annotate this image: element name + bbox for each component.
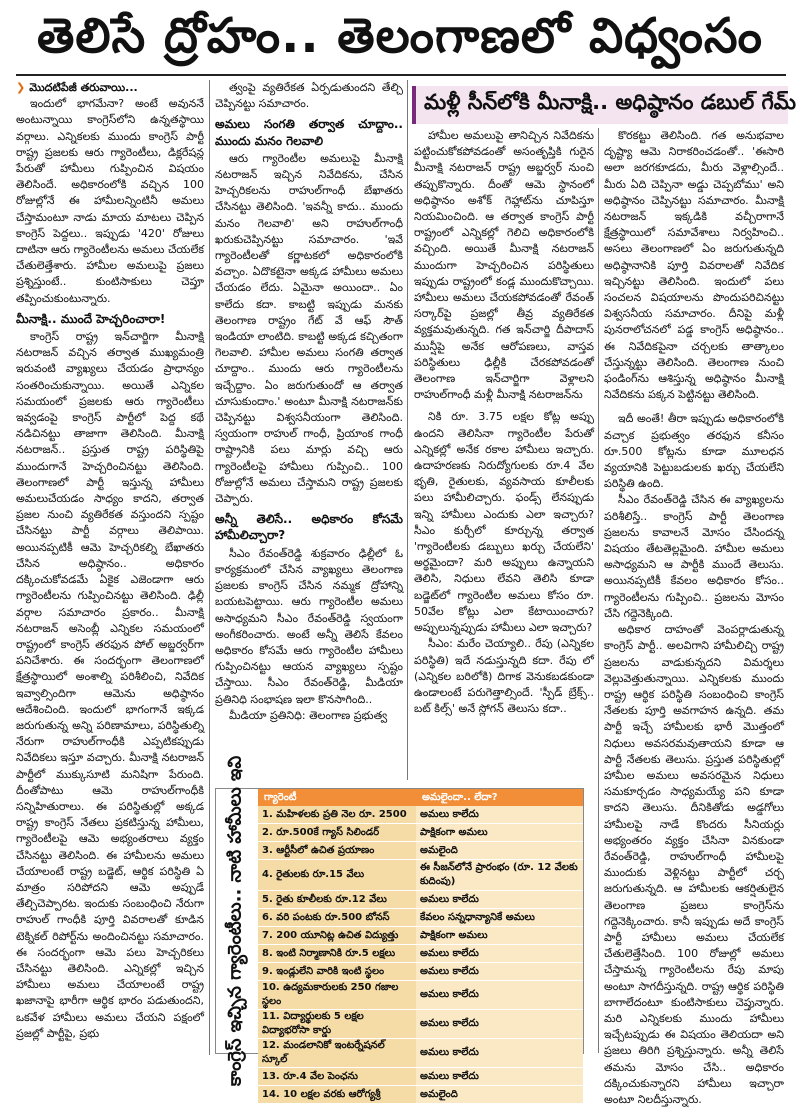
table-row <box>258 824 583 842</box>
status-cell: ఈ సీజన్‌లోనే ప్రారంభం (రూ. 12 వేలకు కుదింపు) <box>416 860 583 891</box>
column-divider <box>598 128 599 1053</box>
status-cell: అమలు కాలేదు <box>416 1010 583 1039</box>
status-cell: అమలు కాలేదు <box>416 963 583 981</box>
arrow-icon: ❯ <box>16 81 26 94</box>
guarantee-cell: 6. వరి పంటకు రూ.500 బోనస్ <box>258 909 416 927</box>
col2-paragraph-1: త్వంపై వ్యతిరేకత ఏర్పడుతుందని తేల్చి చెప్పినట్టు సమాచారం. <box>215 81 403 111</box>
col2-subhead-1: అమలు సంగతి తర్వాత చూద్దాం.. ముందు మనం గెలవాలి <box>215 117 403 148</box>
col3-paragraph-3: సీఎం: మరేం చెయ్యాలి.. రేపు (ఎన్నికల పరిస్థితి) ఇదే నడుస్తున్నది కదా. రేపు లో (ఎన్నికల బరిలోకి) దిగాక వెనుకబడకుండా ఉండాలంటే పరుగెత్తాల్సిందే. 'స్పీడ్ బ్రేక్స్.. బట్ కిల్స్' అనే స్లోగన్ తెలుసు కదా.. <box>414 637 594 716</box>
table-row <box>258 1086 583 1104</box>
status-cell: అమలు కాలేదు <box>416 806 583 824</box>
table-row <box>258 842 583 860</box>
table-side-title <box>216 755 259 1087</box>
col4-paragraph-3: సీఎం రేవంత్‌రెడ్డి చేసిన ఈ వ్యాఖ్యలను పరిశీలిస్తే.. కాంగ్రెస్ పార్టీ తెలంగాణ ప్రజలను కావాలనే మోసం చేసిందన్న విషయం తేటతెల్లమైంది. హామీల అమలు అసాధ్యమని ఆ పార్టీకి ముందే తెలుసు. అయినప్పటికీ కేవలం అధికారం కోసం.. గ్యారెంటీలను గుప్పించి.. ప్రజలను మోసం చేసి గద్దెనెక్కింది. <box>604 493 784 620</box>
col2-paragraph-2: ఆరు గ్యారెంటీల అమలుపై మీనాక్షి నటరాజన్ ఇచ్చిన నివేదికను, చేసిన హెచ్చరికలను రాహుల్‌గాంధీ బేఖాతరు చేసినట్టు తెలిసింది. 'ఇవన్నీ కాదు.. ముందు మనం గెలవాలి' అని రాహుల్‌గాంధీ ఖరుకుచెప్పినట్టు సమాచారం. 'ఇవే గ్యారెంటీలతో కర్ణాటకలో అధికారంలోకి వచ్చాం. ఏదొకటైనా అక్కడ హామీలు అమలు చేయడం లేదు. ఏమైనా అయిందా.. ఏం కాలేదు కదా. కాబట్టి ఇప్పుడు మనకు తెలంగాణ రాష్ట్రం గేట్ వే ఆఫ్ సౌత్ ఇండియా లాంటిది. కాబట్టి అక్కడ కచ్చితంగా గెలవాలి. హామీల అమలు సంగతి తర్వాత చూద్దాం.. ముందు ఆరు గ్యారెంటీలను ఇచ్చేద్దాం. ఏం జరుగుతుందో ఆ తర్వాత చూసుకుందాం.' అంటూ మీనాక్షి నటరాజన్‌కు చెప్పినట్టు విశ్వసనీయంగా తెలిసింది. స్వయంగా రాహుల్ గాంధీ, ప్రియాంక గాంధీ రాష్ట్రానికి పలు మార్లు వచ్చి ఆరు గ్యారెంటీలపై హామీలు గుప్పించి.. 100 రోజుల్లోనే అమలు చేస్తామని రాష్ట్ర ప్రజలకు చెప్పారు. <box>215 151 403 506</box>
guarantee-cell: 10. ఉద్యమకారులకు 250 గజాల స్థలం <box>258 981 416 1010</box>
guarantee-cell: 9. ఇండ్లులేని వారికి ఇంటి స్థలం <box>258 963 416 981</box>
table-row <box>258 909 583 927</box>
table-row <box>258 860 583 891</box>
col2-paragraph-4: మీడియా ప్రతినిధి: తెలంగాణ ప్రభుత్వ <box>229 708 388 722</box>
guarantee-cell: 1. మహిళలకు ప్రతి నెల రూ. 2500 <box>258 806 416 824</box>
guarantee-cell: 4. రైతులకు రూ.15 వేలు <box>258 860 416 891</box>
status-cell: అమలు కాలేదు <box>416 1068 583 1086</box>
status-cell: అమలు కాలేదు <box>416 891 583 909</box>
guarantee-table <box>215 755 584 1100</box>
header-status: అమలైందా.. లేదా? <box>416 789 583 806</box>
table-row <box>258 891 583 909</box>
guarantee-cell: 5. రైతు కూలీలకు రూ.12 వేలు <box>258 891 416 909</box>
column-divider <box>407 80 408 780</box>
headline-rule <box>16 74 786 76</box>
column-divider <box>209 80 210 1055</box>
col3-paragraph-2: నికి రూ. 3.75 లక్షల కోట్ల అప్పు ఉందని తెలిసినా గ్యారెంటీల పేరుతో ఎన్నికల్లో అనేక రకాల హామీలు ఇచ్చారు. ఉదాహరణకు నిరుద్యోగులకు రూ.4 వేల భృతి, రైతులకు, వ్యవసాయ కూలీలకు పలు హామీలిచ్చారు. ఫండ్స్ లేనప్పుడు ఇన్ని హామీలు ఎందుకు ఎలా ఇచ్చారు? సీఎం కుర్చీలో కూర్చున్న తర్వాత 'గ్యారెంటీలకు డబ్బులు ఖర్చు చేయలేని' అర్థమైందా? మరి అప్పులు ఉన్నాయని తెలిసి, నిధులు లేవని తెలిసి కూడా బడ్జెట్‌లో గ్యారెంటీల అమలు కోసం రూ. 50వేల కోట్లు ఎలా కేటాయించారు? అప్పులున్నప్పుడు హామీలు ఎలా ఇచ్చారు? <box>414 410 594 635</box>
sidebar-title: మళ్లీ సీన్‌లోకి మీనాక్షి.. అధిష్ఠానం డబుల్ గేమ్ <box>424 90 796 114</box>
column-2 <box>215 80 403 780</box>
status-cell: అమలు కాలేదు <box>416 981 583 1010</box>
col2-paragraph-3: సీఎం రేవంత్‌రెడ్డి శుక్రవారం ఢిల్లీలో ఓ కార్యక్రమంలో చేసిన వ్యాఖ్యలు తెలంగాణ ప్రజలకు కాంగ్రెస్ చేసిన నమ్మక ద్రోహాన్ని బయటపెట్టాయి. ఆరు గ్యారెంటీల అమలు అసాధ్యమని సీఎం రేవంత్‌రెడ్డి స్వయంగా అంగీకరించారు. అంటే అన్నీ తెలిసే కేవలం అధికారం కోసమే ఆరు గ్యారెంటీల హామీలు గుప్పించినట్టు ఆయన వ్యాఖ్యలు స్పష్టం చేస్తాయి. సీఎం రేవంత్‌రెడ్డి, మీడియా ప్రతినిధి సంభాషణ ఇలా కొనసాగింది.. <box>215 546 403 706</box>
table-header-row <box>258 789 583 806</box>
headline: తెలిసే ద్రోహం.. తెలంగాణలో విధ్వంసం <box>37 8 763 64</box>
guarantee-cell: 13. రూ.4 వేల పెంఛను <box>258 1068 416 1086</box>
col4-paragraph-4: అధికార దాహంతో వెంపర్లాడుతున్న కాంగ్రెస్ పార్టీ.. అలవిగాని హామీలిచ్చి రాష్ట్ర ప్రజలను వాడుకున్నదని విమర్శలు వెల్లువెత్తుతున్నాయి. ఎన్నికలకు ముందు రాష్ట్ర ఆర్థిక పరిస్థితి సంబంధించి కాంగ్రెస్ నేతలకు పూర్తి అవగాహన ఉన్నది. తమ పార్టీ ఇచ్చే హామీలకు భారీ మొత్తంలో నిధులు అవసరమవుతాయని కూడా ఆ పార్టీ నేతలకు తెలుసు. ప్రస్తుత పరిస్థితుల్లో హామీల అమలు అవసరమైన నిధులు సమకూర్చడం సాధ్యమయ్యే పని కూడా కాదని తెలుసు. దీనికితోడు అడ్డగోలు హామీలపై నాడే కొందరు సీనియర్లు అభ్యంతరం వ్యక్తం చేసినా వినకుండా రేవంత్‌రెడ్డి, రాహుల్‌గాంధీ హామీలపై ముందుకు వెళ్లినట్టు పార్టీలో చర్చ జరుగుతున్నది. ఆ హామీలకు ఆకర్షితులైన తెలంగాణ ప్రజలు కాంగ్రెస్‌ను గద్దెనెక్కించారు. కానీ ఇప్పుడు అదే కాంగ్రెస్ పార్టీ హామీలు అమలు చేయలేక చేతులెత్తేసింది. 100 రోజుల్లో అమలు చేస్తామన్న గ్యారెంటీలను రేపు మాపు అంటూ సాగదీస్తున్నది. రాష్ట్ర ఆర్థిక పరిస్థితి బాగాలేదంటూ కుంటిసాకులు చెప్తున్నారు. మరి ఎన్నికలకు ముందు హామీలు ఇచ్చేటప్పుడు ఈ విషయం తెలియదా అని ప్రజలు తిరిగి ప్రశ్నిస్తున్నారు. అన్నీ తెలిసే తమను మోసం చేసి.. అధికారం దక్కించుకున్నారని హామీలు ఇచ్చారా అంటూ నిలదీస్తున్నారు. <box>604 623 784 1106</box>
table-row <box>258 963 583 981</box>
col2-subhead-2: అన్నీ తెలిసే.. అధికారం కోసమే హామీలిచ్చారా? <box>215 512 403 543</box>
guarantee-cell: 11. విద్యార్థులకు 5 లక్షల విద్యాభరోసా కార్డు <box>258 1010 416 1039</box>
column-1 <box>16 80 204 1055</box>
col4-paragraph-2: ఇదీ అంతే! తీరా ఇప్పుడు అధికారంలోకి వచ్చాక ప్రభుత్వం తరఫున కనీసం రూ.500 కోట్లను కూడా మూలధన వ్యయానికి పెట్టుబడులకు ఖర్చు చేయలేని పరిస్థితి ఉంది. <box>604 412 784 491</box>
status-cell: పాక్షికంగా అమలు <box>416 824 583 842</box>
column-4 <box>604 128 784 1106</box>
status-cell: అమలైంది <box>416 1086 583 1104</box>
guarantee-cell: 8. ఇంటి నిర్మాణానికి రూ.5 లక్షలు <box>258 945 416 963</box>
status-cell: అమలు కాలేదు <box>416 945 583 963</box>
guarantee-cell: 3. ఆర్టీసీలో ఉచిత ప్రయాణం <box>258 842 416 860</box>
table-row <box>258 806 583 824</box>
table-row <box>258 945 583 963</box>
table-row <box>258 1010 583 1039</box>
col4-paragraph-1: కొరకట్టు తెలిసింది. గత అనుభవాల దృష్ట్యా ఆమె నిరాకరించడంతో.. 'ఈసారి అలా జరగకూడదు, మీరు వెళ్లాల్సిందే.. మీరు ఏది చెప్పినా అడ్డు చెప్పబోము' అని అధిష్ఠానం చెప్పినట్టు సమాచారం. మీనాక్షి నటరాజన్ ఇక్కడికి వచ్చీరాగానే క్షేత్రస్థాయిలో సమావేశాలు నిర్వహించి.. అసలు తెలంగాణలో ఏం జరుగుతున్నది అధిష్ఠానానికి పూర్తి వివరాలతో నివేదిక ఇచ్చినట్టు తెలిసింది. ఇందులో పలు సంచలన విషయాలను పొందుపరిచినట్టు విశ్వసనీయ సమాచారం. దీనిపై మళ్లీ పునరాలోచనలో పడ్డ కాంగ్రెస్ అధిష్ఠానం.. ఈ నివేదికపైనా చర్చలకు తాత్కాలం చేస్తున్నట్టు తెలిసింది. తెలంగాణ నుంచి ఫండింగ్‌ను ఆశిస్తున్న అధిష్ఠానం మీనాక్షి నివేదికను పక్కన పెట్టినట్టు తెలిసింది. <box>604 129 784 402</box>
col3-paragraph-1: హామీల అమలుపై తానిచ్చిన నివేదికను పట్టించుకోకపోవడంతో అసంతృప్తికి గురైన మీనాక్షి నటరాజన్ రాష్ట్ర అబ్జర్వర్ నుంచి తప్పుకొన్నారు. దీంతో ఆమె స్థానంలో అధిష్ఠానం అశోక్ గెహ్లాట్‌ను చూపిస్తూ నియమించింది. ఆ తర్వాత కాంగ్రెస్ పార్టీ రాష్ట్రంలో ఎన్నికల్లో గెలిచి అధికారంలోకి వచ్చింది. అయితే మీనాక్షి నటరాజన్ ముందుగా హెచ్చరించిన పరిస్థితులు ఇప్పుడు రాష్ట్రంలో కండ్ల ముందుకొచ్చాయి. హామీలు అమలు చేయకపోవడంతో రేవంత్ సర్కార్‌పై ప్రజల్లో తీవ్ర వ్యతిరేకత వ్యక్తమవుతున్నది. గత ఇన్‌చార్జి దీపాదాస్ మున్షీపై అనేక ఆరోపణలు, వాస్తవ పరిస్థితులు ఢిల్లీకి చేరకపోవడంతో తెలంగాణ ఇన్‌చార్జిగా వెళ్లాలని రాహుల్‌గాంధీ మళ్లీ మీనాక్షి నటరాజన్‌ను <box>414 129 594 402</box>
guarantee-cell: 12. మండలానికో ఇంటర్నేషనల్ స్కూల్ <box>258 1039 416 1068</box>
guarantee-status-table <box>258 789 583 1104</box>
table-row <box>258 927 583 945</box>
sidebar-title-box <box>412 86 796 124</box>
kicker <box>16 80 204 96</box>
col1-paragraph-2: కాంగ్రెస్ రాష్ట్ర ఇన్‌చార్జిగా మీనాక్షి నటరాజన్ వచ్చిన తర్వాత ముఖ్యమంత్రి ఇరువంటి వ్యాఖ్యలు చేయడం ప్రాధాన్యం సంతరించుకున్నాయి. అయితే ఎన్నికల సమయంలో ప్రజలకు ఆరు గ్యారెంటీలు ఇవ్వడంపై కాంగ్రెస్ పార్టీలో పెద్ద కథే నడిచినట్టు తాజాగా తెలిసింది. మీనాక్షి నటరాజన్.. ప్రస్తుత రాష్ట్ర పరిస్థితిపై ముందుగానే హెచ్చరించినట్టు తెలిసింది. తెలంగాణలో పార్టీ ఇస్తున్న హామీలు అమలుచేయడం సాధ్యం కాదని, తర్వాత ప్రజల నుంచి వ్యతిరేకత వస్తుందని స్పష్టం చేసినట్టు పార్టీ వర్గాలు తెలిపాయి. అయినప్పటికీ ఆమె హెచ్చరికల్ని బేఖాతరు చేసిన అధిష్ఠానం.. అధికారం దక్కించుకోవడమే ఏకైక ఎజెండాగా ఆరు గ్యారెంటీలను గుప్పించినట్టు తెలిసింది. ఢిల్లీ వర్గాల సమాచారం ప్రకారం.. మీనాక్షి నటరాజన్ అసెంబ్లీ ఎన్నికల సమయంలో రాష్ట్రంలో కాంగ్రెస్ తరఫున పోల్ అబ్జర్వర్‌గా పనిచేశారు. ఈ సందర్భంగా తెలంగాణలో క్షేత్రస్థాయిలో అంశాల్ని పరిశీలించి, నివేదిక ఇవ్వాల్సిందిగా ఆమెను అధిష్ఠానం ఆదేశించింది. ఇందులో భాగంగానే ఇక్కడ జరుగుతున్న అన్ని పరిణామాలు, పరిస్థితుల్ని నేరుగా రాహుల్‌గాంధీకి ఎప్పటికప్పుడు నివేదికలు ఇస్తూ వచ్చారు. మీనాక్షి నటరాజన్ పార్టీలో ముక్కుసూటి మనిషిగా పేరుంది. దీంతోపాటు ఆమె రాహుల్‌గాంధీకి సన్నిహితురాలు. ఈ పరిస్థితుల్లో అక్కడ రాష్ట్ర కాంగ్రెస్ నేతలు ప్రకటిస్తున్న హామీలు, గ్యారెంటీలపై ఆమె అభ్యంతరాలు వ్యక్తం చేసినట్టు తెలిసింది. ఈ హామీలను అమలు చేయాలంటే రాష్ట్ర బడ్జెట్, ఆర్థిక పరిస్థితి ఏ మాత్రం సరిపోదని ఆమె అప్పుడే తేల్చిచెప్పారట. ఇందుకు సంబంధించి నేరుగా రాహుల్ గాంధీకి పూర్తి వివరాలతో కూడిన టెక్నికల్ రిపోర్ట్‌ను అందించినట్టు సమాచారం. ఈ సందర్భంగా ఆమె పలు హెచ్చరికలు చేసినట్టు తెలిసింది. ఎన్నికల్లో ఇచ్చిన హామీలు అమలు చేయాలంటే రాష్ట్ర ఖజానాపై భారీగా ఆర్థిక భారం పడుతుందని, ఒకవేళ హామీలు అమలు చేయని పక్షంలో ప్రజల్లో పార్టీపై, ప్రభు <box>16 330 204 1040</box>
col1-paragraph-1: ఇందులో భాగమేనా? అంటే అవుననే అంటున్నాయి కాంగ్రెస్‌లోని ఉన్నతస్థాయి వర్గాలు. ఎన్నికలకు ముందు కాంగ్రెస్ పార్టీ రాష్ట్ర ప్రజలకు ఆరు గ్యారెంటీలు, డిక్లరేషన్ల పేరుతో హామీలు గుప్పించిన విషయం తెలిసిందే. అధికారంలోకి వచ్చిన 100 రోజుల్లోనే ఈ హామీలన్నింటినీ అమలు చేస్తామంటూ నాడు మాయ మాటలు చెప్పిన కాంగ్రెస్ పెద్దలు.. ఇప్పుడు '420' రోజులు దాటినా ఆరు గ్యారెంటీలను అమలు చేయలేక చేతులెత్తేశారు. హామీల అమలుపై ప్రజలు ప్రశ్నిస్తుంటే.. కుంటిసాకులు చెప్తూ తప్పించుకుంటున్నారు. <box>16 97 204 305</box>
col1-subhead: మీనాక్షి.. ముందే హెచ్చరించారా! <box>16 311 166 326</box>
header-promise: గ్యారెంటీ <box>258 789 416 806</box>
status-cell: కేవలం సన్నధాన్యానికే అమలు <box>416 909 583 927</box>
guarantee-cell: 2. రూ.500కే గ్యాస్ సిలిండర్ <box>258 824 416 842</box>
status-cell: పాక్షికంగా అమలు <box>416 927 583 945</box>
table-row <box>258 1039 583 1068</box>
guarantee-cell: 14. 10 లక్షల వరకు ఆరోగ్యశ్రీ <box>258 1086 416 1104</box>
status-cell: అమలైంది <box>416 842 583 860</box>
table-side-title-text: కాంగ్రెస్ ఇచ్చిన గ్యారెంటీలు.. నాటి హామీలు ఇవి <box>224 755 246 1087</box>
guarantee-cell: 7. 200 యూనిట్ల ఉచిత విద్యుత్తు <box>258 927 416 945</box>
column-3 <box>414 128 594 778</box>
status-cell: అమలు కాలేదు <box>416 1039 583 1068</box>
table-row <box>258 1068 583 1086</box>
kicker-label: మొదటిపేజీ తరువాయి... <box>29 81 138 94</box>
table-row <box>258 981 583 1010</box>
